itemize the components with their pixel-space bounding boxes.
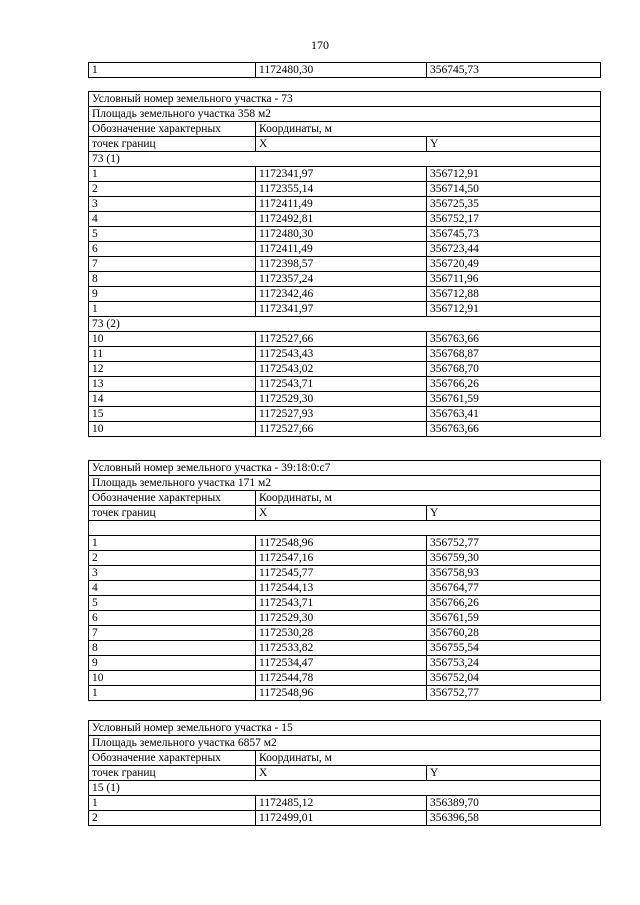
x-coordinate-cell: 1172548,96 [256,536,427,551]
point-number-cell: 4 [89,212,256,227]
x-coordinate-cell: 1172543,02 [256,362,427,377]
point-number-cell: 1 [89,63,256,78]
contour-label: 73 (1) [89,152,601,167]
land-plot-table-73 [88,91,601,437]
coordinate-row [89,407,601,422]
plot-area-label: Площадь земельного участка 171 м2 [89,476,601,491]
x-coordinate-cell: 1172543,71 [256,377,427,392]
y-coordinate-cell: 356764,77 [427,581,601,596]
point-number-cell: 13 [89,377,256,392]
y-coordinate-cell: 356766,26 [427,596,601,611]
y-coordinate-cell: 356720,49 [427,257,601,272]
plot-number-label: Условный номер земельного участка - 15 [89,721,601,736]
point-number-cell: 1 [89,686,256,701]
designation-header-cont: точек границ [89,506,256,521]
coordinate-row [89,611,601,626]
coordinate-row [89,182,601,197]
coordinate-row [89,227,601,242]
coordinate-row [89,626,601,641]
y-coordinate-cell: 356745,73 [427,227,601,242]
point-number-cell: 9 [89,656,256,671]
plot-area-row [89,476,601,491]
x-coordinate-cell: 1172527,66 [256,422,427,437]
page-number: 170 [311,38,329,52]
y-coordinate-cell: 356752,04 [427,671,601,686]
coordinate-row [89,63,601,78]
x-coordinate-cell: 1172543,43 [256,347,427,362]
designation-header: Обозначение характерных [89,491,256,506]
coordinate-row [89,287,601,302]
point-number-cell: 1 [89,536,256,551]
contour-label: 73 (2) [89,317,601,332]
group-label-row [89,317,601,332]
point-number-cell: 4 [89,581,256,596]
x-coordinate-cell: 1172341,97 [256,167,427,182]
coordinate-row [89,581,601,596]
x-coordinate-cell: 1172544,78 [256,671,427,686]
y-coordinate-cell: 356712,91 [427,167,601,182]
y-coordinate-cell: 356761,59 [427,611,601,626]
y-coordinate-cell: 356714,50 [427,182,601,197]
point-number-cell: 2 [89,182,256,197]
x-coordinate-cell: 1172411,49 [256,242,427,257]
point-number-cell: 1 [89,302,256,317]
x-header: X [256,506,427,521]
x-coordinate-cell: 1172534,47 [256,656,427,671]
y-coordinate-cell: 356768,87 [427,347,601,362]
coordinate-row [89,536,601,551]
x-coordinate-cell: 1172341,97 [256,302,427,317]
designation-header: Обозначение характерных [89,122,256,137]
y-coordinate-cell: 356389,70 [427,796,601,811]
point-number-cell: 3 [89,197,256,212]
coordinate-row [89,686,601,701]
x-coordinate-cell: 1172485,12 [256,796,427,811]
y-coordinate-cell: 356763,66 [427,332,601,347]
coordinate-row [89,596,601,611]
group-label-row [89,781,601,796]
plot-title-row [89,92,601,107]
plot-number-label: Условный номер земельного участка - 39:18:0:с7 [89,461,601,476]
y-coordinate-cell: 356725,35 [427,197,601,212]
header-row [89,766,601,781]
point-number-cell: 10 [89,671,256,686]
group-label-row [89,521,601,536]
point-number-cell: 1 [89,796,256,811]
coordinate-row [89,392,601,407]
land-plot-table-39-18-0-c7 [88,460,601,701]
point-number-cell: 1 [89,167,256,182]
x-coordinate-cell: 1172342,46 [256,287,427,302]
y-coordinate-cell: 356396,58 [427,811,601,826]
coordinate-row [89,332,601,347]
plot-area-row [89,107,601,122]
x-header: X [256,137,427,152]
x-coordinate-cell: 1172530,28 [256,626,427,641]
coordinates-header: Координаты, м [256,491,601,506]
coordinates-header: Координаты, м [256,751,601,766]
y-coordinate-cell: 356768,70 [427,362,601,377]
y-header: Y [427,137,601,152]
land-plot-table-15 [88,720,601,826]
header-row [89,751,601,766]
x-coordinate-cell: 1172527,93 [256,407,427,422]
y-coordinate-cell: 356753,24 [427,656,601,671]
point-number-cell: 12 [89,362,256,377]
x-coordinate-cell: 1172499,01 [256,811,427,826]
y-header: Y [427,766,601,781]
y-coordinate-cell: 356763,66 [427,422,601,437]
point-number-cell: 7 [89,626,256,641]
point-number-cell: 10 [89,422,256,437]
y-coordinate-cell: 356752,17 [427,212,601,227]
y-coordinate-cell: 356755,54 [427,641,601,656]
coordinate-row [89,796,601,811]
plot-area-row [89,736,601,751]
contour-label: 15 (1) [89,781,601,796]
x-coordinate-cell: 1172544,13 [256,581,427,596]
designation-header-cont: точек границ [89,137,256,152]
header-row [89,122,601,137]
y-coordinate-cell: 356711,96 [427,272,601,287]
coordinate-row [89,257,601,272]
y-coordinate-cell: 356759,30 [427,551,601,566]
x-coordinate-cell: 1172357,24 [256,272,427,287]
coordinate-row [89,551,601,566]
point-number-cell: 9 [89,287,256,302]
x-coordinate-cell: 1172547,16 [256,551,427,566]
coordinates-table-continued [88,62,601,78]
coordinate-row [89,566,601,581]
point-number-cell: 5 [89,596,256,611]
y-coordinate-cell: 356766,26 [427,377,601,392]
coordinate-row [89,641,601,656]
coordinate-row [89,377,601,392]
plot-title-row [89,721,601,736]
x-coordinate-cell: 1172533,82 [256,641,427,656]
point-number-cell: 2 [89,551,256,566]
plot-area-label: Площадь земельного участка 6857 м2 [89,736,601,751]
x-coordinate-cell: 1172355,14 [256,182,427,197]
point-number-cell: 15 [89,407,256,422]
point-number-cell: 8 [89,272,256,287]
x-coordinate-cell: 1172529,30 [256,611,427,626]
header-row [89,137,601,152]
y-coordinate-cell: 356763,41 [427,407,601,422]
group-label-row [89,152,601,167]
designation-header-cont: точек границ [89,766,256,781]
point-number-cell: 7 [89,257,256,272]
coordinate-row [89,212,601,227]
x-coordinate-cell: 1172480,30 [256,63,427,78]
x-header: X [256,766,427,781]
y-coordinate-cell: 356752,77 [427,686,601,701]
x-coordinate-cell: 1172529,30 [256,392,427,407]
point-number-cell: 6 [89,242,256,257]
point-number-cell: 5 [89,227,256,242]
contour-label [89,521,601,536]
y-header: Y [427,506,601,521]
plot-number-label: Условный номер земельного участка - 73 [89,92,601,107]
x-coordinate-cell: 1172543,71 [256,596,427,611]
header-row [89,506,601,521]
coordinate-row [89,656,601,671]
x-coordinate-cell: 1172398,57 [256,257,427,272]
coordinate-row [89,347,601,362]
y-coordinate-cell: 356723,44 [427,242,601,257]
point-number-cell: 8 [89,641,256,656]
coordinate-row [89,422,601,437]
coordinate-row [89,811,601,826]
coordinate-row [89,242,601,257]
x-coordinate-cell: 1172545,77 [256,566,427,581]
point-number-cell: 2 [89,811,256,826]
x-coordinate-cell: 1172480,30 [256,227,427,242]
y-coordinate-cell: 356712,91 [427,302,601,317]
coordinate-row [89,272,601,287]
point-number-cell: 6 [89,611,256,626]
coordinates-header: Координаты, м [256,122,601,137]
plot-title-row [89,461,601,476]
designation-header: Обозначение характерных [89,751,256,766]
y-coordinate-cell: 356745,73 [427,63,601,78]
coordinate-row [89,302,601,317]
y-coordinate-cell: 356712,88 [427,287,601,302]
y-coordinate-cell: 356758,93 [427,566,601,581]
coordinate-row [89,362,601,377]
point-number-cell: 10 [89,332,256,347]
header-row [89,491,601,506]
point-number-cell: 11 [89,347,256,362]
y-coordinate-cell: 356761,59 [427,392,601,407]
x-coordinate-cell: 1172548,96 [256,686,427,701]
coordinate-row [89,167,601,182]
x-coordinate-cell: 1172527,66 [256,332,427,347]
y-coordinate-cell: 356752,77 [427,536,601,551]
coordinate-row [89,671,601,686]
y-coordinate-cell: 356760,28 [427,626,601,641]
point-number-cell: 3 [89,566,256,581]
point-number-cell: 14 [89,392,256,407]
x-coordinate-cell: 1172492,81 [256,212,427,227]
x-coordinate-cell: 1172411,49 [256,197,427,212]
coordinate-row [89,197,601,212]
plot-area-label: Площадь земельного участка 358 м2 [89,107,601,122]
